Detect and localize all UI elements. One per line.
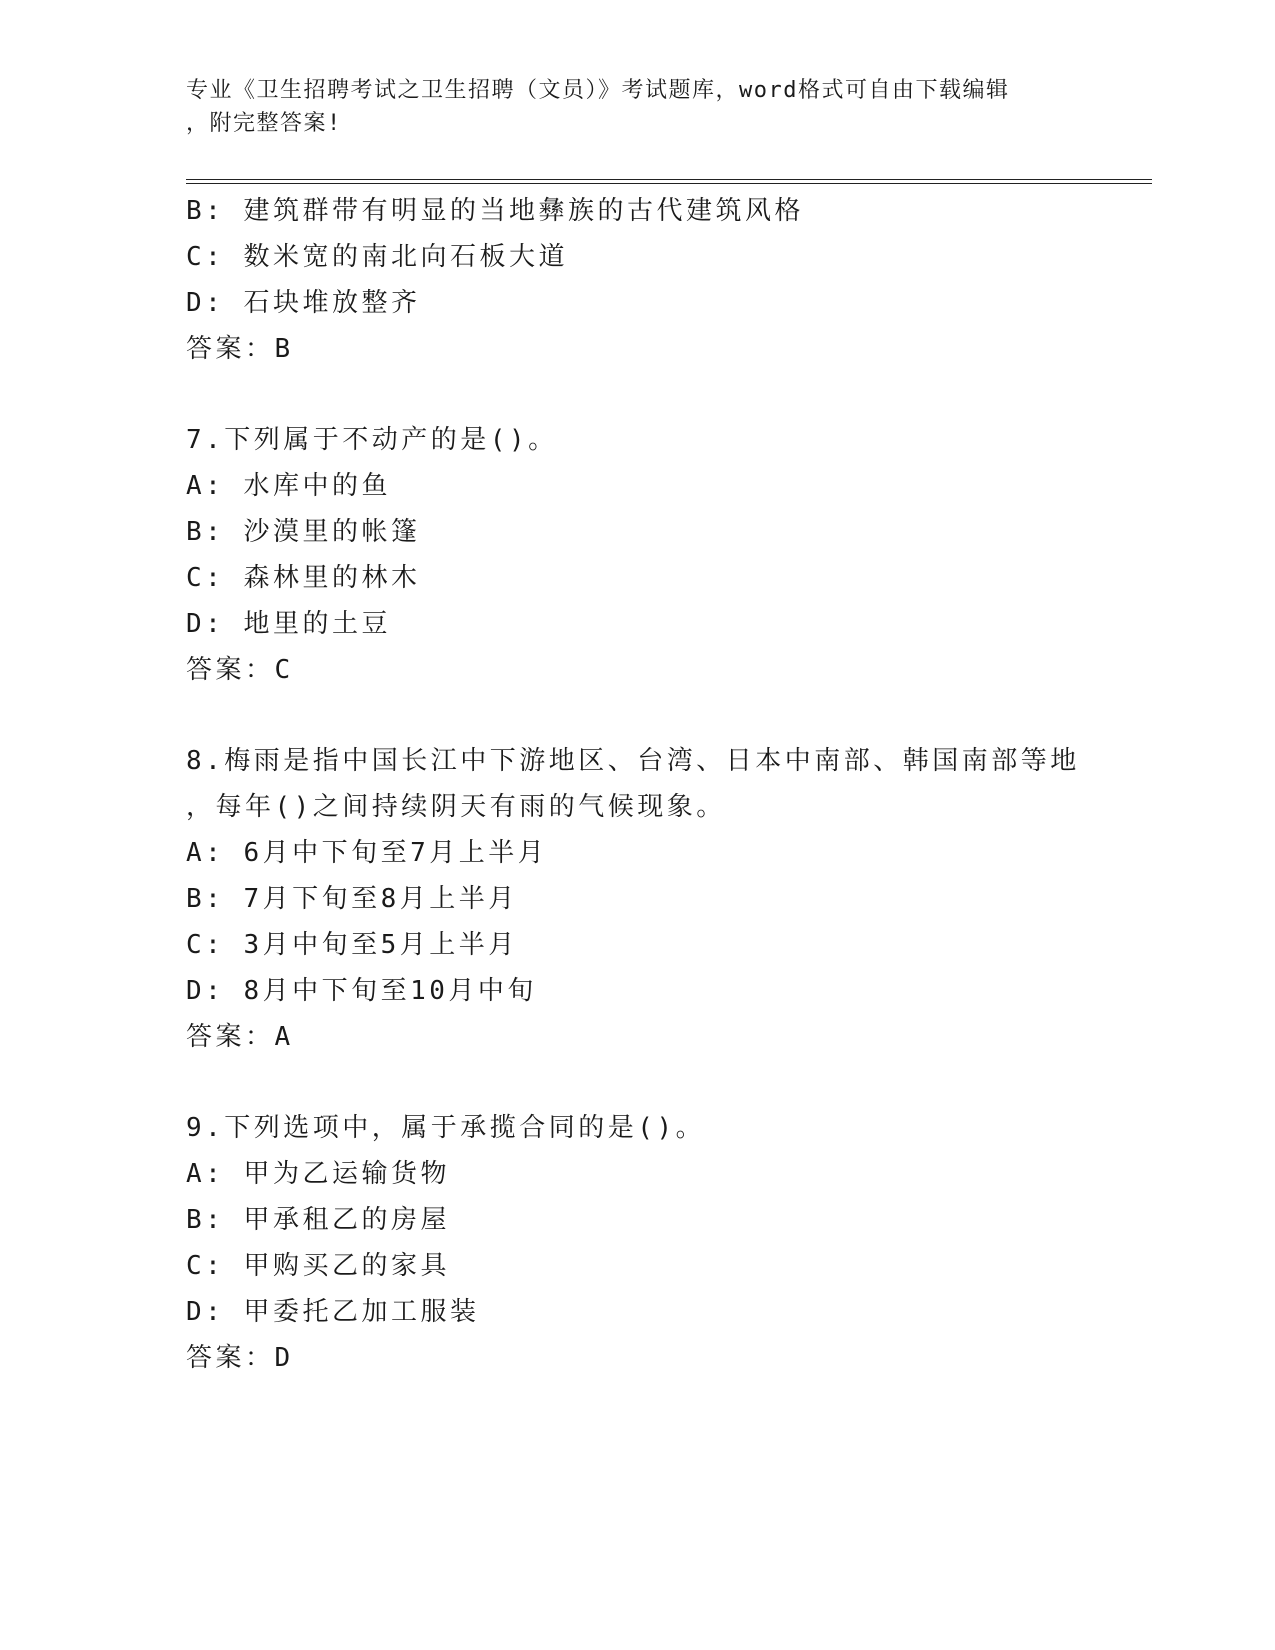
question-stem-line-2: ，每年()之间持续阴天有雨的气候现象。: [186, 792, 726, 822]
option-d: D: 甲委托乙加工服装: [186, 1297, 480, 1327]
answer-line: 答案：B: [186, 334, 294, 364]
option-a: A: 甲为乙运输货物: [186, 1159, 450, 1189]
question-8: [186, 738, 1086, 1060]
option-d: D: 石块堆放整齐: [186, 288, 421, 318]
answer-line: 答案：C: [186, 655, 294, 685]
question-spacer: [186, 372, 1086, 417]
question-spacer: [186, 693, 1086, 738]
header-title-line: 专业《卫生招聘考试之卫生招聘（文员）》考试题库，word格式可自由下载编辑: [186, 78, 1010, 103]
option-c: C: 森林里的林木: [186, 563, 421, 593]
option-c: C: 数米宽的南北向石板大道: [186, 242, 568, 272]
option-b: B: 沙漠里的帐篷: [186, 517, 421, 547]
question-7: [186, 417, 1086, 693]
option-a: A: 6月中下旬至7月上半月: [186, 838, 548, 868]
header-divider-bottom: [186, 183, 1152, 184]
question-spacer: [186, 1060, 1086, 1105]
header-subtitle-line: ，附完整答案!: [186, 111, 342, 136]
question-stem: 7.下列属于不动产的是()。: [186, 425, 558, 455]
option-b: B: 甲承租乙的房屋: [186, 1205, 450, 1235]
answer-line: 答案：D: [186, 1343, 294, 1373]
question-list: [186, 188, 1086, 1381]
question-stem-line-1: 8.梅雨是指中国长江中下游地区、台湾、日本中南部、韩国南部等地: [186, 746, 1080, 776]
option-a: A: 水库中的鱼: [186, 471, 391, 501]
option-d: D: 8月中下旬至10月中旬: [186, 976, 537, 1006]
header-divider-top: [186, 179, 1152, 180]
option-b: B: 建筑群带有明显的当地彝族的古代建筑风格: [186, 196, 804, 226]
document-header: [186, 74, 1066, 140]
option-d: D: 地里的土豆: [186, 609, 391, 639]
question-6-continued: [186, 188, 1086, 372]
question-stem: 9.下列选项中，属于承揽合同的是()。: [186, 1113, 706, 1143]
question-9: [186, 1105, 1086, 1381]
option-c: C: 3月中旬至5月上半月: [186, 930, 518, 960]
option-b: B: 7月下旬至8月上半月: [186, 884, 518, 914]
option-c: C: 甲购买乙的家具: [186, 1251, 450, 1281]
answer-line: 答案：A: [186, 1022, 294, 1052]
